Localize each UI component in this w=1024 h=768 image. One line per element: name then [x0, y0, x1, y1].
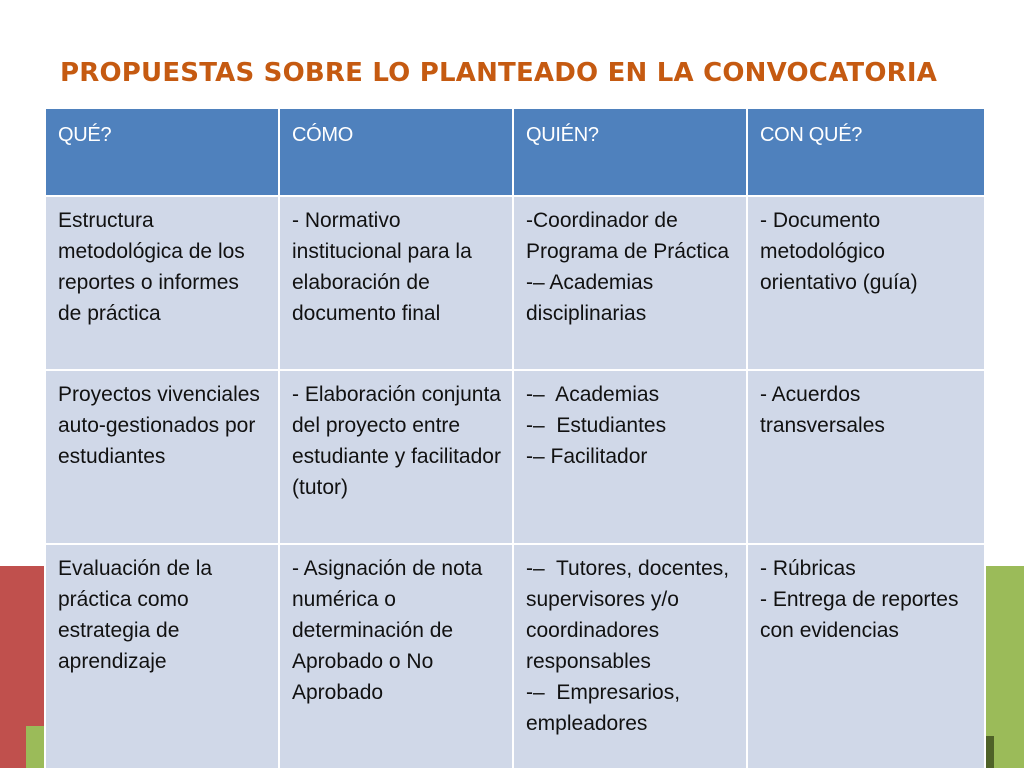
- header-que: QUÉ?: [45, 108, 279, 196]
- cell-con-que: [747, 544, 985, 768]
- header-quien: QUIÉN?: [513, 108, 747, 196]
- cell-line: -– Facilitador: [526, 445, 648, 468]
- table-row: [45, 370, 985, 544]
- cell-como: - Asignación de nota numérica o determinación de Aprobado o No Aprobado: [279, 544, 513, 768]
- cell-line: -– Tutores, docentes, supervisores y/o coordinadores responsables: [526, 557, 735, 673]
- cell-line: -– Estudiantes: [526, 414, 667, 437]
- cell-quien: [513, 370, 747, 544]
- cell-line: - Rúbricas: [760, 557, 856, 580]
- table-row: [45, 544, 985, 768]
- cell-line: -– Academias: [526, 383, 660, 406]
- cell-que: Evaluación de la práctica como estrategia de aprendizaje: [45, 544, 279, 768]
- header-como: CÓMO: [279, 108, 513, 196]
- cell-como: - Normativo institucional para la elaboración de documento final: [279, 196, 513, 370]
- table-row: [45, 196, 985, 370]
- cell-que: Estructura metodológica de los reportes o informes de práctica: [45, 196, 279, 370]
- cell-line: -– Empresarios, empleadores: [526, 681, 686, 735]
- cell-line: -– Academias disciplinarias: [526, 271, 660, 325]
- header-con-que: CON QUÉ?: [747, 108, 985, 196]
- cell-quien: [513, 196, 747, 370]
- slide-title: PROPUESTAS SOBRE LO PLANTEADO EN LA CONVOCATORIA: [60, 58, 938, 88]
- table-header-row: [45, 108, 985, 196]
- cell-que: Proyectos vivenciales auto-gestionados por estudiantes: [45, 370, 279, 544]
- proposals-table: [44, 107, 986, 768]
- cell-con-que: - Acuerdos transversales: [747, 370, 985, 544]
- cell-line: - Entrega de reportes con evidencias: [760, 588, 965, 642]
- accent-bar-left-green: [26, 726, 46, 768]
- cell-como: - Elaboración conjunta del proyecto entre estudiante y facilitador (tutor): [279, 370, 513, 544]
- cell-con-que: - Documento metodológico orientativo (guía): [747, 196, 985, 370]
- cell-quien: [513, 544, 747, 768]
- cell-line: -Coordinador de Programa de Práctica: [526, 209, 730, 263]
